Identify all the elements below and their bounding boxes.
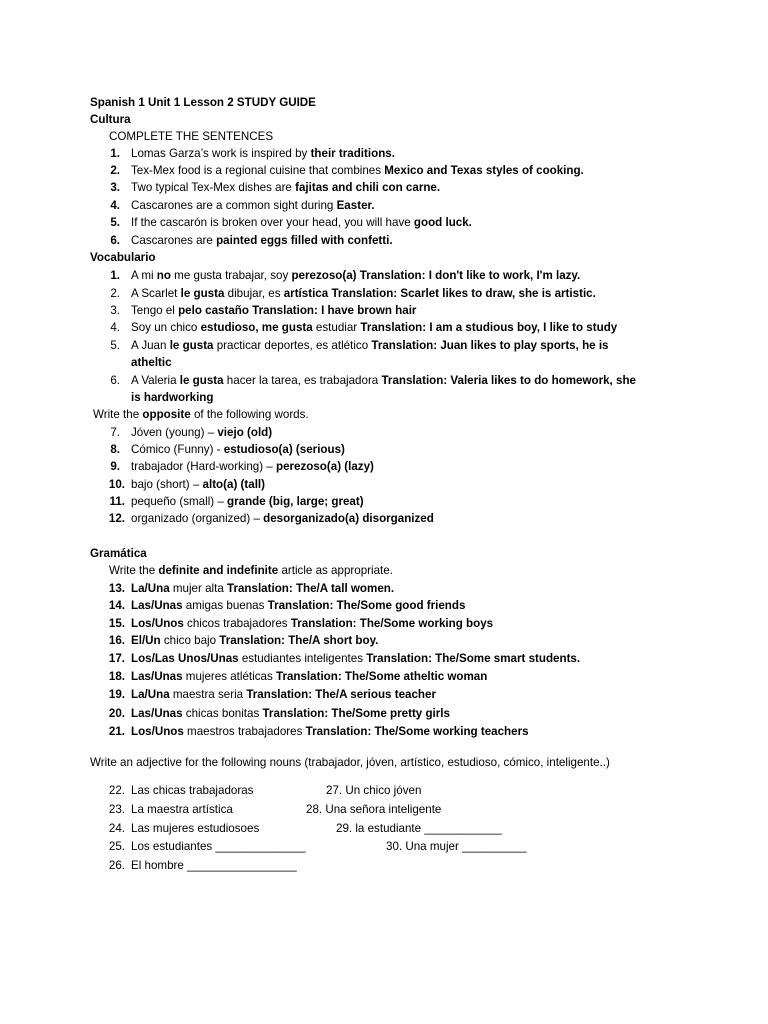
list-item: 27. Un chico jóven bbox=[326, 784, 422, 797]
list-item-number: 17. bbox=[108, 652, 125, 665]
section-heading-cultura: Cultura bbox=[90, 113, 131, 126]
list-item: Tengo el pelo castaño Translation: I have brown hair bbox=[131, 304, 417, 317]
list-item: bajo (short) – alto(a) (tall) bbox=[131, 478, 266, 491]
list-item: La/Una maestra seria Translation: The/A serious teacher bbox=[131, 688, 436, 701]
list-item: A Scarlet le gusta dibujar, es artística Translation: Scarlet likes to draw, she is artistic. bbox=[131, 287, 596, 300]
list-item: Lomas Garza’s work is inspired by their traditions. bbox=[131, 147, 395, 160]
list-item-number: 7. bbox=[110, 426, 120, 439]
list-item-number: 9. bbox=[110, 460, 120, 473]
list-item-continuation: atheltic bbox=[131, 356, 172, 369]
list-item-number: 16. bbox=[108, 634, 125, 647]
list-item-number: 4. bbox=[110, 199, 120, 212]
list-item: Two typical Tex-Mex dishes are fajitas and chili con carne. bbox=[131, 181, 441, 194]
list-item: Cascarones are a common sight during Easter. bbox=[131, 199, 375, 212]
list-item-number: 26. bbox=[108, 859, 125, 872]
list-item-number: 1. bbox=[110, 147, 120, 160]
list-item-number: 14. bbox=[108, 599, 125, 612]
list-item: La/Una mujer alta Translation: The/A tall women. bbox=[131, 582, 395, 595]
list-item: 28. Una señora inteligente bbox=[306, 803, 442, 816]
list-item: Las mujeres estudiosoes bbox=[131, 822, 260, 835]
list-item-number: 2. bbox=[110, 164, 120, 177]
page-title: Spanish 1 Unit 1 Lesson 2 STUDY GUIDE bbox=[90, 96, 316, 109]
list-item: El/Un chico bajo Translation: The/A short boy. bbox=[131, 634, 379, 647]
list-item: Las/Unas mujeres atléticas Translation: The/Some atheltic woman bbox=[131, 670, 488, 683]
list-item: Tex-Mex food is a regional cuisine that combines Mexico and Texas styles of cooking. bbox=[131, 164, 584, 177]
list-item: Las/Unas chicas bonitas Translation: The/Some pretty girls bbox=[131, 707, 450, 720]
list-item: Los/Unos maestros trabajadores Translation: The/Some working teachers bbox=[131, 725, 529, 738]
list-item: Los estudiantes ______________ bbox=[131, 840, 306, 853]
list-item-number: 20. bbox=[108, 707, 125, 720]
list-item: Las chicas trabajadoras bbox=[131, 784, 254, 797]
list-item: Jóven (young) – viejo (old) bbox=[131, 426, 273, 439]
list-item: A Valeria le gusta hacer la tarea, es trabajadora Translation: Valeria likes to do homework, she bbox=[131, 374, 636, 387]
list-item-number: 1. bbox=[110, 269, 120, 282]
list-item: 29. la estudiante ____________ bbox=[336, 822, 502, 835]
list-item: Las/Unas amigas buenas Translation: The/Some good friends bbox=[131, 599, 466, 612]
list-item-number: 3. bbox=[110, 304, 120, 317]
list-item-number: 5. bbox=[110, 216, 120, 229]
gramatica-instruction: Write the definite and indefinite article as appropriate. bbox=[109, 564, 393, 577]
list-item-number: 5. bbox=[110, 339, 120, 352]
list-item-number: 12. bbox=[108, 512, 125, 525]
section-heading-vocabulario: Vocabulario bbox=[90, 251, 156, 264]
list-item: A mi no me gusta trabajar, soy perezoso(a) Translation: I don't like to work, I'm lazy. bbox=[131, 269, 581, 282]
list-item: pequeño (small) – grande (big, large; great) bbox=[131, 495, 364, 508]
list-item: Los/Unos chicos trabajadores Translation: The/Some working boys bbox=[131, 617, 494, 630]
list-item: Cascarones are painted eggs filled with confetti. bbox=[131, 234, 393, 247]
list-item-number: 23. bbox=[108, 803, 125, 816]
list-item-number: 15. bbox=[108, 617, 125, 630]
list-item-number: 6. bbox=[110, 374, 120, 387]
section-heading-gramatica: Gramática bbox=[90, 547, 147, 560]
list-item-number: 24. bbox=[108, 822, 125, 835]
opposite-instruction: Write the opposite of the following words. bbox=[93, 408, 309, 421]
list-item-continuation: is hardworking bbox=[131, 391, 214, 404]
list-item-number: 22. bbox=[108, 784, 125, 797]
list-item-number: 4. bbox=[110, 321, 120, 334]
list-item: If the cascarón is broken over your head, you will have good luck. bbox=[131, 216, 472, 229]
list-item: 30. Una mujer __________ bbox=[386, 840, 527, 853]
adjective-instruction: Write an adjective for the following nouns (trabajador, jóven, artístico, estudioso, cómico, inteligente..) bbox=[90, 756, 610, 769]
list-item: El hombre _________________ bbox=[131, 859, 297, 872]
list-item-number: 18. bbox=[108, 670, 125, 683]
list-item-number: 11. bbox=[109, 495, 125, 508]
list-item: Cómico (Funny) - estudioso(a) (serious) bbox=[131, 443, 345, 456]
list-item-number: 13. bbox=[108, 582, 125, 595]
list-item: A Juan le gusta practicar deportes, es atlético Translation: Juan likes to play sports, he is bbox=[131, 339, 609, 352]
list-item-number: 10. bbox=[108, 478, 125, 491]
list-item: Los/Las Unos/Unas estudiantes inteligentes Translation: The/Some smart students. bbox=[131, 652, 581, 665]
cultura-instruction: COMPLETE THE SENTENCES bbox=[109, 130, 274, 143]
list-item: organizado (organized) – desorganizado(a) disorganized bbox=[131, 512, 434, 525]
list-item: La maestra artística bbox=[131, 803, 233, 816]
list-item-number: 25. bbox=[108, 840, 125, 853]
list-item-number: 19. bbox=[108, 688, 125, 701]
list-item-number: 2. bbox=[110, 287, 120, 300]
list-item-number: 8. bbox=[110, 443, 120, 456]
list-item-number: 3. bbox=[110, 181, 120, 194]
list-item: trabajador (Hard-working) – perezoso(a) (lazy) bbox=[131, 460, 374, 473]
list-item-number: 21. bbox=[108, 725, 125, 738]
list-item-number: 6. bbox=[110, 234, 120, 247]
list-item: Soy un chico estudioso, me gusta estudiar Translation: I am a studious boy, I like to study bbox=[131, 321, 618, 334]
